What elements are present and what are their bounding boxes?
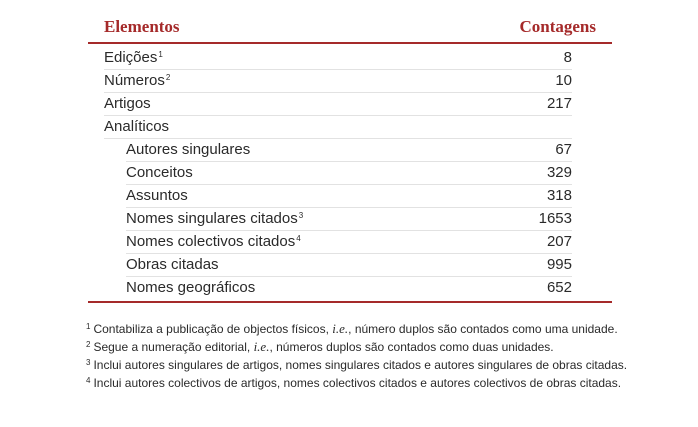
row-label: Nomes singulares citados$^3$ (126, 210, 304, 227)
row-label: Autores singulares (126, 141, 251, 158)
table-row-nomes-singulares (126, 208, 572, 231)
footnote-2: $^2$ Segue a numeração editorial, i.e., números duplos são contados como duas unidades. (86, 339, 554, 354)
row-label: Artigos (104, 95, 151, 112)
footnote-3: $^3$ Inclui autores singulares de artigos, nomes singulares citados e autores singulares de obras citadas. (86, 358, 628, 372)
footnote-ref: 2 (165, 73, 171, 82)
row-value: 10 (555, 72, 572, 89)
row-label: Conceitos (126, 164, 193, 181)
header-counts: Contagens (519, 17, 596, 36)
footnote-ref: 1 (158, 50, 163, 59)
row-value: 318 (546, 187, 572, 204)
table-row-edicoes (104, 47, 572, 70)
footnote-1: $^1$ Contabiliza a publicação de objectos físicos, i.e., número duplos são contados como uma unidade. (86, 321, 618, 336)
table-row-nomes-geograficos (126, 277, 572, 299)
table-row-analiticos (104, 116, 572, 139)
row-label: Obras citadas (126, 256, 219, 273)
table-row-artigos (104, 93, 572, 116)
row-value: 995 (546, 256, 572, 273)
table-row-assuntos (126, 185, 572, 208)
table-row-nomes-colectivos (126, 231, 572, 254)
row-value: 67 (555, 141, 572, 158)
row-label: Analíticos (104, 118, 170, 135)
footnote-ref: 4 (296, 234, 301, 243)
row-value: 8 (563, 49, 572, 66)
row-label: Edições$^1$ (104, 49, 163, 66)
footnote-4: $^4$ Inclui autores colectivos de artigos, nomes colectivos citados e autores colectivos de obras citadas. (86, 376, 622, 390)
counts-table (88, 14, 612, 303)
row-label: Números$^2$ (104, 72, 171, 89)
row-label: Nomes geográficos (126, 279, 256, 296)
footnote-mark: 1 (86, 322, 91, 331)
footnote-mark: 3 (86, 358, 91, 367)
table-row-numeros (104, 70, 572, 93)
footnote-mark: 4 (86, 376, 91, 385)
footnote-mark: 2 (86, 340, 91, 349)
footnote-ref: 3 (298, 211, 304, 220)
table-row-obras-citadas (126, 254, 572, 277)
row-value: 1653 (538, 210, 572, 227)
table-header (88, 14, 612, 44)
footnotes (86, 320, 646, 392)
header-elements: Elementos (104, 17, 180, 36)
table-row-autores-singulares (126, 139, 572, 162)
row-value: 217 (546, 95, 572, 112)
row-label: Nomes colectivos citados$^4$ (126, 233, 301, 250)
row-label: Assuntos (126, 187, 188, 204)
table-row-conceitos (126, 162, 572, 185)
row-value: 207 (546, 233, 572, 250)
table-body (88, 47, 612, 303)
row-value: 652 (546, 279, 572, 296)
row-value: 329 (546, 164, 572, 181)
